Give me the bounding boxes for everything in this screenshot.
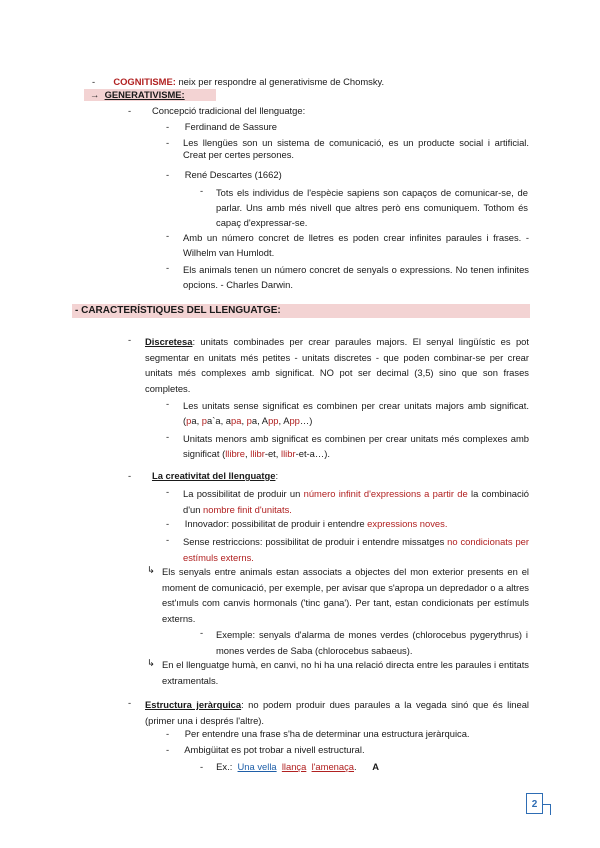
descartes-quote: Tots els individus de l'espècie sapiens son capaços de comunicar-se, de parlar. Uns amb més nivell que altres però ens comuniquem. Tothom és capaç d'expressar-se. <box>216 187 528 228</box>
return-arrow-icon: ↳ <box>147 564 155 575</box>
saussure-text: Ferdinand de Sassure <box>184 121 278 132</box>
senyals-animals-text: Els senyals entre animals estan associats a objectes del mon exterior presents en el moment de comunicació, per exemple, per avisar que s'apropa un depredador o a altres est'ımuls com canvis hormonals ('tinc gana'). Per tant, estan condicionats per estímuls externs. <box>162 566 529 624</box>
bullet-dash: - <box>166 431 170 442</box>
llengues-text: Les llengües son un sistema de comunicació, es un producte social i artificial. Creat per certes persones. <box>183 137 529 160</box>
estructura-paragraph: Estructura jeràrquica: no podem produir dues paraules a la vegada sinó que és lineal (primer una i després l'altre). <box>145 699 529 726</box>
discretesa-term: Discretesa <box>145 336 193 347</box>
concepcio-line: - Concepció tradicional del llenguatge: <box>128 105 306 116</box>
bullet-dash: - <box>166 262 170 273</box>
bullet-dash: - <box>200 185 204 196</box>
per-entendre-line: - Per entendre una frase s'ha de determinar una estructura jeràrquica. <box>166 728 470 739</box>
arrow-right-icon: → <box>90 89 100 100</box>
example-letter-a: A <box>372 761 380 772</box>
concepcio-text: Concepció tradicional del llenguatge: <box>151 105 306 116</box>
possibilitat-text: La possibilitat de produir un número infinit d'expressions a partir de la combinació d'un nombre finit d'unitats. <box>183 488 529 515</box>
humboldt-text: Amb un número concret de lletres es poden crear infinites paraules i frases. - Wilhelm van Humlodt. <box>183 232 529 258</box>
sense-restriccions-text: Sense restriccions: possibilitat de produir i entendre missatges no condicionats per estímuls externs. <box>183 536 529 563</box>
bullet-dash: - <box>200 627 204 638</box>
example-word-llanca: llança <box>281 761 307 772</box>
bullet-dash: - <box>166 486 170 497</box>
estructura-term: Estructura jeràrquica <box>145 699 242 710</box>
cognitisme-term: COGNITISME: <box>113 76 176 87</box>
return-arrow-icon: ↳ <box>147 657 155 668</box>
saussure-line: - Ferdinand de Sassure <box>166 121 278 132</box>
caracteristiques-heading: - CARACTERÍSTIQUES DEL LLENGUATGE: <box>75 305 281 316</box>
example-word-una-vella: Una vella <box>237 761 277 772</box>
ambiguitat-line: - Ambigüitat es pot trobar a nivell estructural. <box>166 744 365 755</box>
page-number-corner <box>542 804 551 815</box>
cognitisme-line <box>92 76 384 88</box>
llenguatge-huma-text: En el llenguatge humà, en canvi, no hi ha una relació directa entre les paraules i entitats extramentals. <box>162 659 529 686</box>
bullet-dash: - <box>128 334 132 345</box>
cognitisme-text: neix per respondre al generativisme de Chomsky. <box>175 76 385 87</box>
exemple-mones-text: Exemple: senyals d'alarma de mones verdes (chlorocebus pygerythrus) i mones verdes de Saba (chlorocebus sabaeus). <box>216 629 528 656</box>
creativitat-line: - La creativitat del llenguatge: <box>128 470 279 481</box>
generativisme-title: GENERATIVISME: <box>104 89 185 100</box>
discretesa-paragraph: Discretesa: unitats combinades per crear paraules majors. El senyal lingüístic es pot segmentar en unitats més petites - unitats discretes - que poden combinar-se per crear unitats més complexes amb significat. NO pot ser decimal (3,5) sino que son frases completes. <box>145 336 529 394</box>
example-word-amenaca: l'amenaça <box>311 761 355 772</box>
bullet-dash: - <box>166 534 170 545</box>
creativitat-term: La creativitat del llenguatge <box>151 470 276 481</box>
example-line: - Ex.: Una vella llança l'amenaça. A <box>200 761 380 772</box>
page-number: 2 <box>526 793 543 814</box>
bullet-dash: - <box>166 398 170 409</box>
bullet-dash: - <box>128 697 132 708</box>
bullet-dash: - <box>166 230 170 241</box>
unitats-sense-text: Les unitats sense significat es combinen per crear unitats majors amb significat. (pa, pa`a, apa, pa, App, App…) <box>183 400 529 426</box>
darwin-text: Els animals tenen un número concret de senyals o expressions. No tenen infinites opcions. - Charles Darwin. <box>183 264 529 290</box>
bullet-dash: - <box>166 137 170 148</box>
innovador-line: - Innovador: possibilitat de produir i entendre expressions noves. <box>166 518 448 529</box>
unitats-menors-text: Unitats menors amb significat es combinen per crear unitats més complexes amb significat (llibre, llibr-et, llibr-et-a…). <box>183 433 529 459</box>
bullet-dash: - <box>92 76 96 87</box>
generativisme-heading <box>90 89 185 101</box>
descartes-line: - René Descartes (1662) <box>166 169 282 180</box>
descartes-text: René Descartes (1662) <box>184 169 282 180</box>
